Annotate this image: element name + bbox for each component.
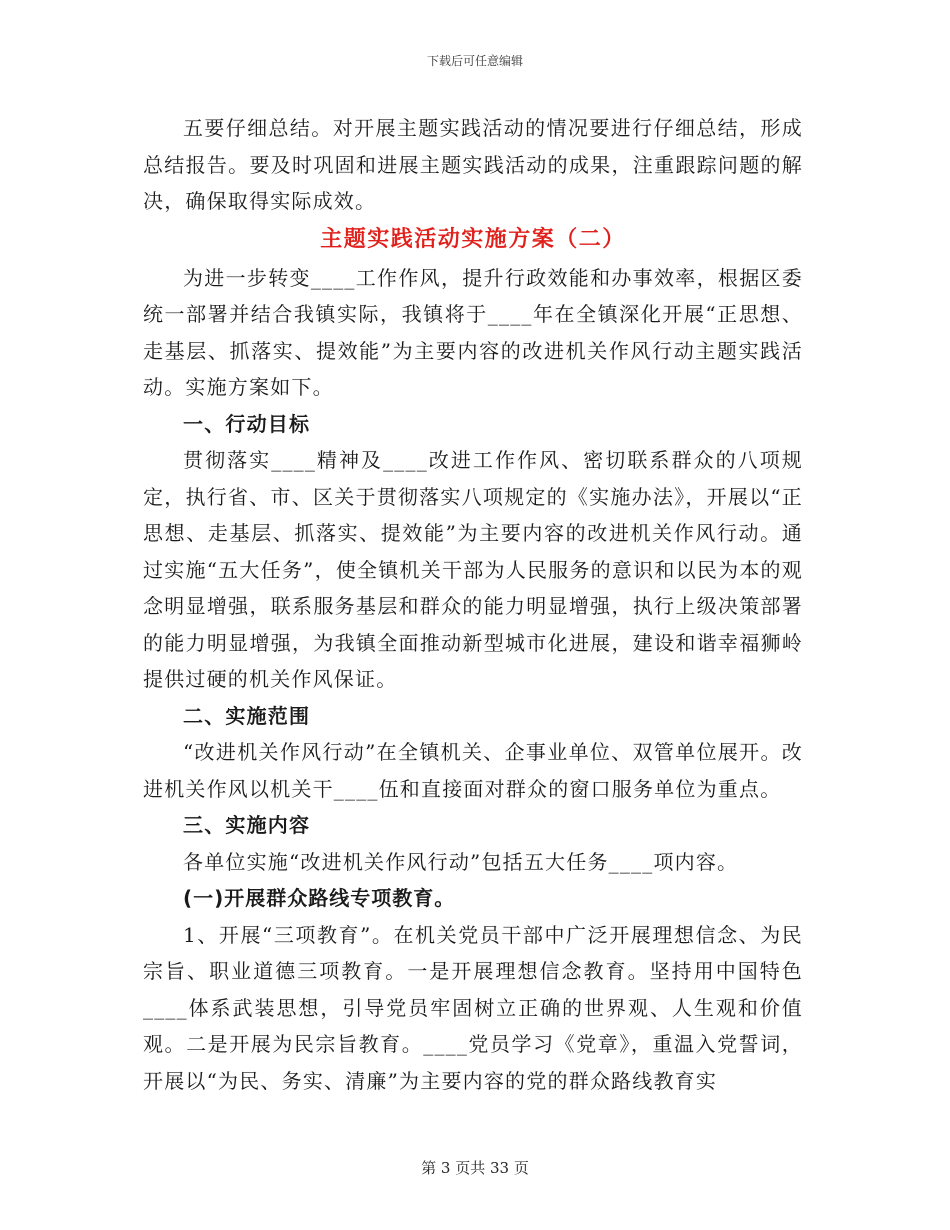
- opening-paragraph: 为进一步转变____工作作风，提升行政效能和办事效率，根据区委统一部署并结合我镇实际，我镇将于____年在全镇深化开展“正思想、走基层、抓落实、提效能”为主要内容的改进机关作风行动主题实践活动。实施方案如下。: [143, 265, 803, 399]
- item-one-paragraph: 1、开展“三项教育”。在机关党员干部中广泛开展理想信念、为民宗旨、职业道德三项教育。一是开展理想信念教育。坚持用中国特色____体系武装思想，引导党员牢固树立正确的世界观、人生观和价值观。二是开展为民宗旨教育。____党员学习《党章》，重温入党誓词，开展以“为民、务实、清廉”为主要内容的党的群众路线教育实: [143, 922, 803, 1093]
- content-paragraph: 各单位实施“改进机关作风行动”包括五大任务____项内容。: [183, 849, 739, 874]
- document-body: [143, 110, 803, 1099]
- subsection-heading-education: (一)开展群众路线专项教育。: [183, 886, 456, 910]
- intro-paragraph: 五要仔细总结。对开展主题实践活动的情况要进行仔细总结，形成总结报告。要及时巩固和进展主题实践活动的成果，注重跟踪问题的解决，确保取得实际成效。: [143, 116, 803, 213]
- goals-paragraph: 贯彻落实____精神及____改进工作作风、密切联系群众的八项规定，执行省、市、区关于贯彻落实八项规定的《实施办法》，开展以“正思想、走基层、抓落实、提效能”为主要内容的改进机关作风行动。通过实施“五大任务”，使全镇机关干部为人民服务的意识和以民为本的观念明显增强，联系服务基层和群众的能力明显增强，执行上级决策部署的能力明显增强，为我镇全面推动新型城市化进展，建设和谐幸福狮岭提供过硬的机关作风保证。: [143, 448, 803, 691]
- document-title: 主题实践活动实施方案（二）: [320, 226, 626, 252]
- section-heading-scope: 二、实施范围: [183, 703, 311, 728]
- section-heading-content: 三、实施内容: [183, 813, 311, 837]
- page-footer: 第 3 页共 33 页: [421, 1159, 529, 1177]
- section-heading-goals: 一、行动目标: [183, 411, 311, 436]
- scope-paragraph: “改进机关作风行动”在全镇机关、企事业单位、双管单位展开。改进机关作风以机关干____伍和直接面对群众的窗口服务单位为重点。: [143, 740, 803, 801]
- page-header: 下载后可任意编辑: [426, 54, 523, 68]
